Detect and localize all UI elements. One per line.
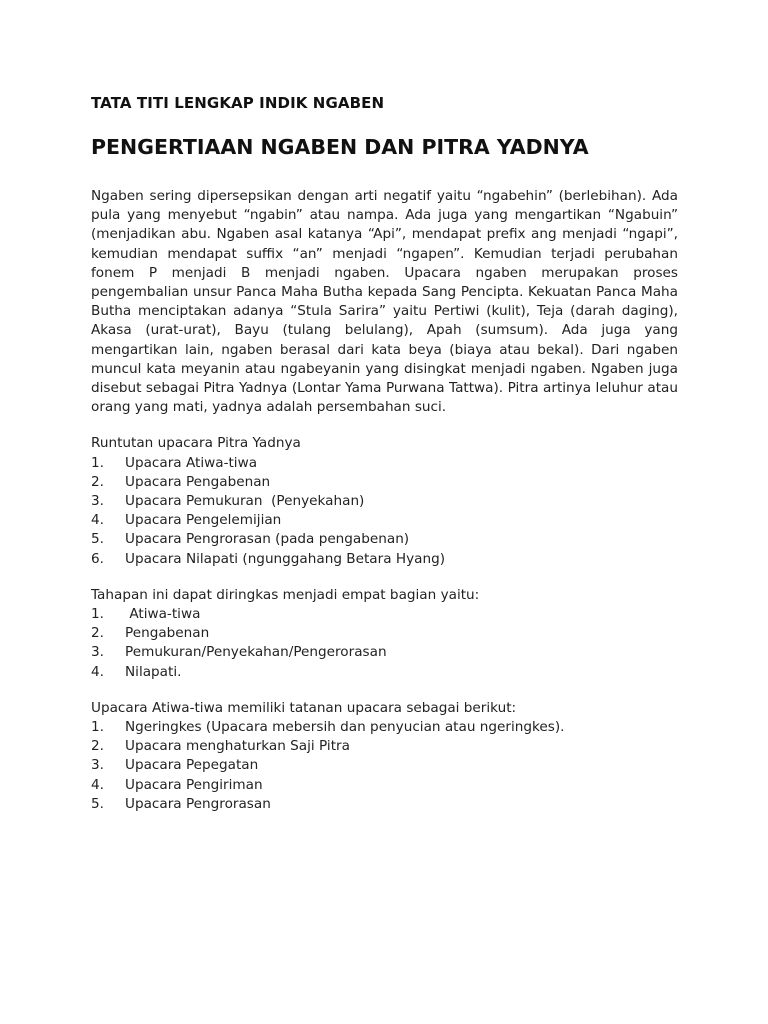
- list-item-number: 4.: [91, 776, 104, 793]
- list-item: [91, 624, 678, 643]
- list-1-label: Runtutan upacara Pitra Yadnya: [91, 435, 301, 452]
- list-item: [91, 511, 678, 530]
- list-item: [91, 776, 678, 795]
- list-item-number: 3.: [91, 493, 104, 510]
- list-item-number: 6.: [91, 550, 104, 567]
- list-item: [91, 605, 678, 624]
- list-item-number: 3.: [91, 757, 104, 774]
- list-item-text: Upacara Nilapati (ngunggahang Betara Hyang): [125, 550, 446, 567]
- list-item-text: Upacara Pengrorasan (pada pengabenan): [125, 531, 410, 548]
- list-item: [91, 718, 678, 737]
- list-item-number: 1.: [91, 606, 104, 623]
- list-item: [91, 492, 678, 511]
- list-item-number: 4.: [91, 663, 104, 680]
- list-item: [91, 663, 678, 682]
- list-item-number: 3.: [91, 644, 104, 661]
- list-item-number: 5.: [91, 531, 104, 548]
- list-item-text: Ngeringkes (Upacara mebersih dan penyucian atau ngeringkes).: [125, 719, 565, 736]
- list-item: [91, 550, 678, 569]
- list-item-text: Upacara Pengabenan: [125, 473, 271, 490]
- list-item-text: Upacara menghaturkan Saji Pitra: [125, 738, 350, 755]
- list-item-text: Pengabenan: [125, 625, 210, 642]
- list-item-text: Upacara Pengelemijian: [125, 512, 282, 529]
- list-item-text: Nilapati.: [125, 663, 182, 680]
- list-item: [91, 454, 678, 473]
- list-item: [91, 530, 678, 549]
- list-item-text: Upacara Pemukuran (Penyekahan): [125, 493, 365, 510]
- document-title: TATA TITI LENGKAP INDIK NGABEN: [91, 94, 385, 112]
- list-item-number: 1.: [91, 719, 104, 736]
- list-item-text: Upacara Pengrorasan: [125, 795, 271, 812]
- list-item-number: 4.: [91, 512, 104, 529]
- list-item: [91, 756, 678, 775]
- list-item: [91, 643, 678, 662]
- section-heading: PENGERTIAAN NGABEN DAN PITRA YADNYA: [91, 135, 589, 159]
- list-item-number: 5.: [91, 795, 104, 812]
- list-item-text: Atiwa-tiwa: [125, 606, 201, 623]
- list-item-number: 2.: [91, 473, 104, 490]
- list-2-label: Tahapan ini dapat diringkas menjadi empat bagian yaitu:: [91, 586, 480, 603]
- intro-paragraph: Ngaben sering dipersepsikan dengan arti negatif yaitu “ngabehin” (berlebihan). Ada pula yang menyebut “ngabin” atau nampa. Ada juga yang mengartikan “Ngabuin” (menjadikan abu. Ngaben asal katanya “Api”, mendapat prefix ang menjadi “ngapi”, kemudian mendapat suffix “an” menjadi “ngapen”. Kemudian terjadi perubahan fonem P menjadi B menjadi ngaben. Upacara ngaben merupakan proses pengembalian unsur Panca Maha Butha kepada Sang Pencipta. Kekuatan Panca Maha Butha menciptakan adanya “Stula Sarira” yaitu Pertiwi (kulit), Teja (darah daging), Akasa (urat-urat), Bayu (tulang belulang), Apah (sumsum). Ada juga yang mengartikan lain, ngaben berasal dari kata beya (biaya atau bekal). Dari ngaben muncul kata meyanin atau ngabeyanin yang disingkat menjadi ngaben. Ngaben juga disebut sebagai Pitra Yadnya (Lontar Yama Purwana Tattwa). Pitra artinya leluhur atau orang yang mati, yadnya adalah persembahan suci.: [91, 188, 678, 416]
- list-item-text: Upacara Pepegatan: [125, 757, 259, 774]
- list-item-text: Upacara Pengiriman: [125, 776, 263, 793]
- list-item-text: Pemukuran/Penyekahan/Pengerorasan: [125, 644, 387, 661]
- list-2: [91, 605, 678, 682]
- list-item-number: 1.: [91, 454, 104, 471]
- list-item-number: 2.: [91, 625, 104, 642]
- list-item: [91, 473, 678, 492]
- list-3: [91, 718, 678, 814]
- list-item: [91, 737, 678, 756]
- document-content: [91, 93, 678, 814]
- list-1: [91, 454, 678, 569]
- list-item-text: Upacara Atiwa-tiwa: [125, 454, 258, 471]
- list-item: [91, 795, 678, 814]
- list-3-label: Upacara Atiwa-tiwa memiliki tatanan upacara sebagai berikut:: [91, 699, 517, 716]
- list-item-number: 2.: [91, 738, 104, 755]
